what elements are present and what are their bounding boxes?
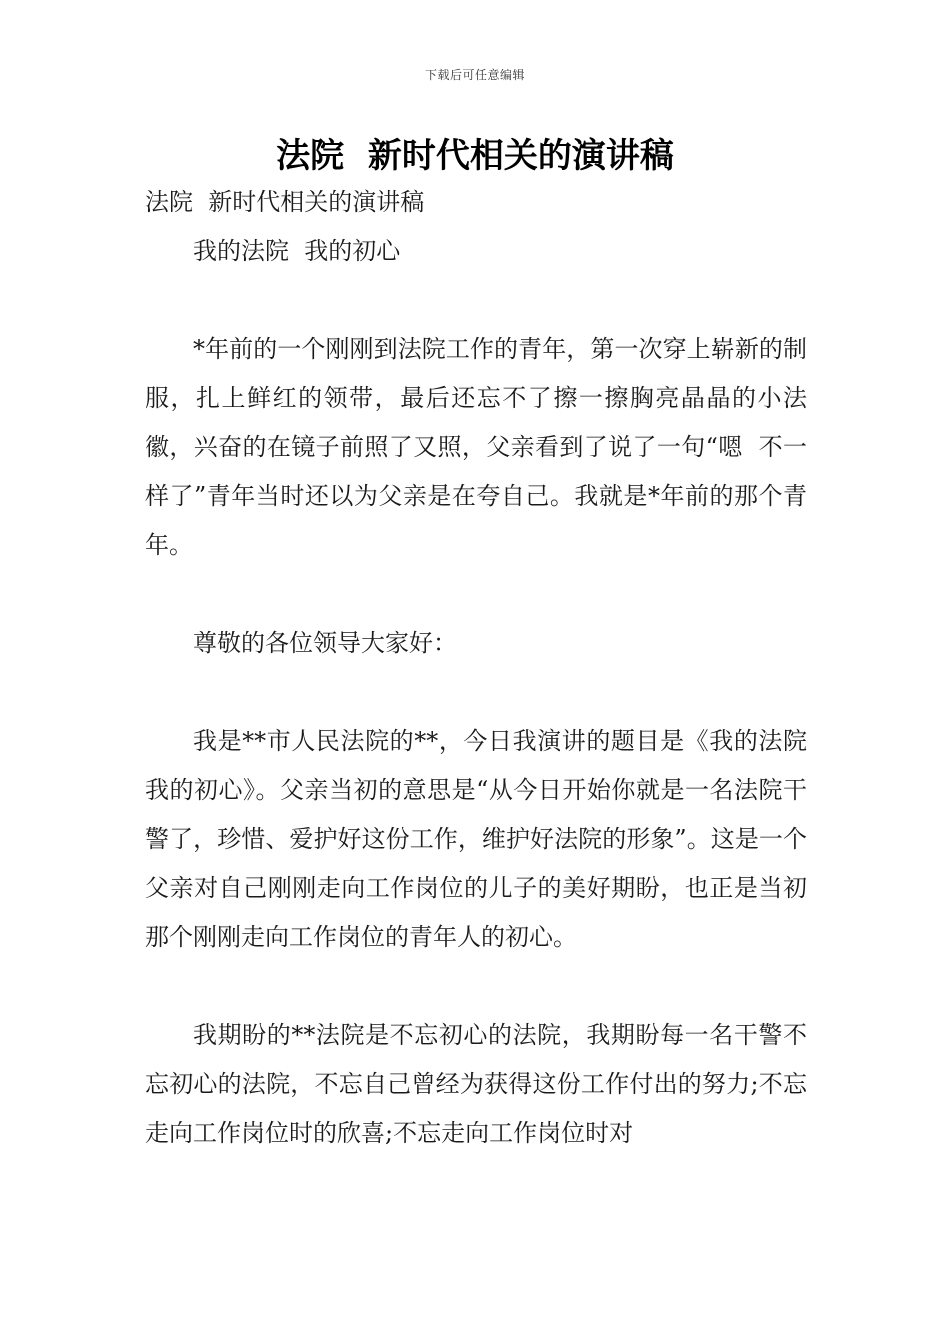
paragraph-greeting: 尊敬的各位领导大家好： <box>193 629 457 657</box>
paragraph-2: 我是**市人民法院的**，今日我演讲的题目是《我的法院 我的初心》。父亲当初的意思是“从今日开始你就是一名法院干警了，珍惜、爱护好这份工作，维护好法院的形象”。这是一个父亲对自己刚刚走向工作岗位的儿子的美好期盼，也正是当初那个刚刚走向工作岗位的青年人的初心。 <box>145 727 823 951</box>
paragraph-gap <box>145 962 807 1011</box>
paragraph-3: 我期盼的**法院是不忘初心的法院，我期盼每一名干警不忘初心的法院，不忘自己曾经为获得这份工作付出的努力;不忘 走向工作岗位时的欣喜;不忘走向工作岗位时对 <box>145 1021 823 1147</box>
document-subtitle: 法院 新时代相关的演讲稿 <box>145 188 425 216</box>
paragraph-gap <box>145 570 807 619</box>
document-title: 法院 新时代相关的演讲稿 <box>276 136 674 176</box>
paragraph-gap <box>145 668 807 717</box>
header-note: 下载后可任意编辑 <box>424 68 525 82</box>
paragraph-gap <box>145 276 807 325</box>
document-body <box>145 178 823 1158</box>
speech-heading: 我的法院 我的初心 <box>193 237 401 265</box>
paragraph-1: *年前的一个刚刚到法院工作的青年，第一次穿上崭新的制服，扎上鲜红的领带，最后还忘不了擦一擦胸亮晶晶的小法徽，兴奋的在镜子前照了又照，父亲看到了说了一句“嗯 不一样了”青年当时还以为父亲是在夸自己。我就是*年前的那个青年。 <box>145 335 807 559</box>
